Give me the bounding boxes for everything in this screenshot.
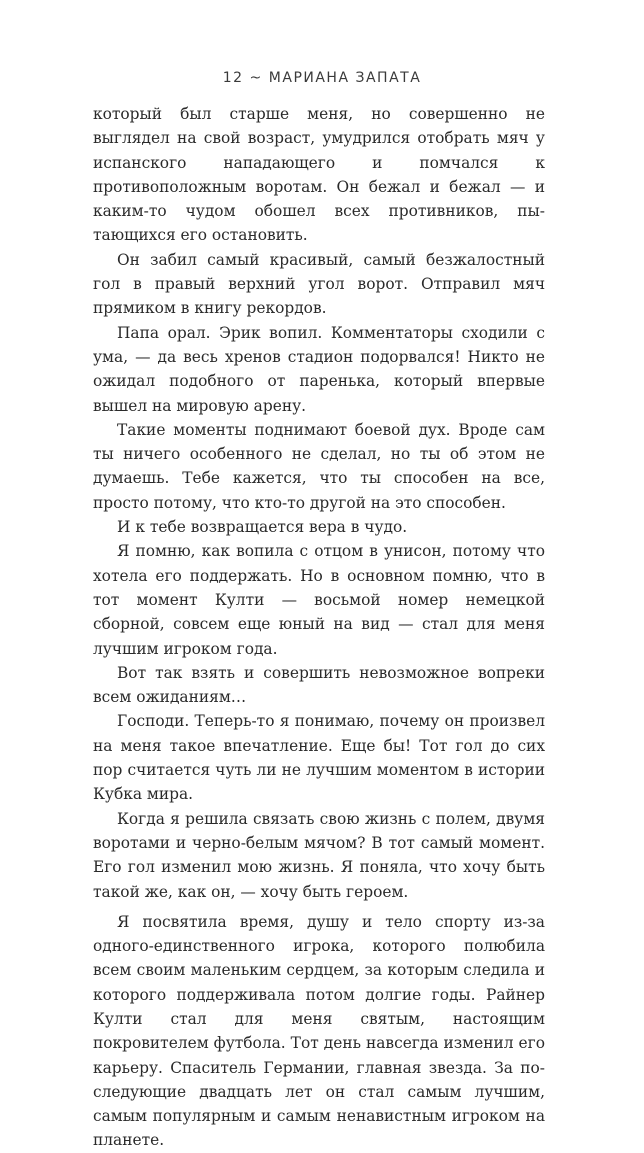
running-head	[0, 70, 644, 86]
paragraph: Я посвятила время, душу и тело спорту из-за одного-единственного игрока, которого полюбила всем своим маленьким сердцем, за которым следила и которого поддерживала потом долгие годы. Райнер Култи стал для меня святым, настоящим покровителем футбола. Тот день навсегда изменил его карьеру. Спаситель Германии, главная звезда. За последующие двадцать лет он стал самым лучшим, самым популярным и самым ненавистным игроком на планете.	[93, 912, 545, 1150]
paragraph: Папа орал. Эрик вопил. Комментаторы сходили с ума, — да весь хренов стадион подорвался! Никто не ожидал подобного от паренька, который впервые вышел на мировую арену.	[93, 323, 545, 415]
header-separator: ~	[249, 70, 263, 86]
page-number: 12	[222, 70, 244, 86]
paragraph: Он забил самый красивый, самый безжалостный гол в правый верхний угол ворот. Отправил мяч прямиком в книгу рекордов.	[93, 250, 545, 318]
paragraph: Вот так взять и совершить невозможное вопреки всем ожиданиям…	[93, 663, 545, 707]
body-text	[93, 102, 545, 1153]
paragraph: Когда я решила связать свою жизнь с полем, двумя воротами и черно-белым мячом? В тот самый момент. Его гол изменил мою жизнь. Я поняла, что хочу быть такой же, как он, — хочу быть героем.	[93, 809, 545, 901]
paragraph: Такие моменты поднимают боевой дух. Вроде сам ты ничего особенного не сделал, но ты об этом не думаешь. Тебе кажется, что ты способен на все, просто потому, что кто-то другой на это способен.	[93, 420, 545, 512]
author-name: МАРИАНА ЗАПАТА	[268, 70, 422, 86]
paragraph: Я помню, как вопила с отцом в унисон, потому что хотела его поддержать. Но в основном помню, что в тот момент Култи — восьмой номер немецкой сборной, совсем еще юный на вид — стал для меня лучшим игроком года.	[93, 542, 545, 658]
paragraph: И к тебе возвращается вера в чудо.	[117, 518, 408, 537]
paragraph: который был старше меня, но совершенно не выглядел на свой возраст, умудрился отобрать мяч у испанского нападающего и помчался к противоположным воротам. Он бежал и бежал — и каким-то чудом обошел всех противников, пытающихся его остановить.	[93, 105, 545, 245]
paragraph: Господи. Теперь-то я понимаю, почему он произвел на меня такое впечатление. Еще бы! Тот гол до сих пор считается чуть ли не лучшим моментом в истории Кубка мира.	[93, 712, 545, 804]
